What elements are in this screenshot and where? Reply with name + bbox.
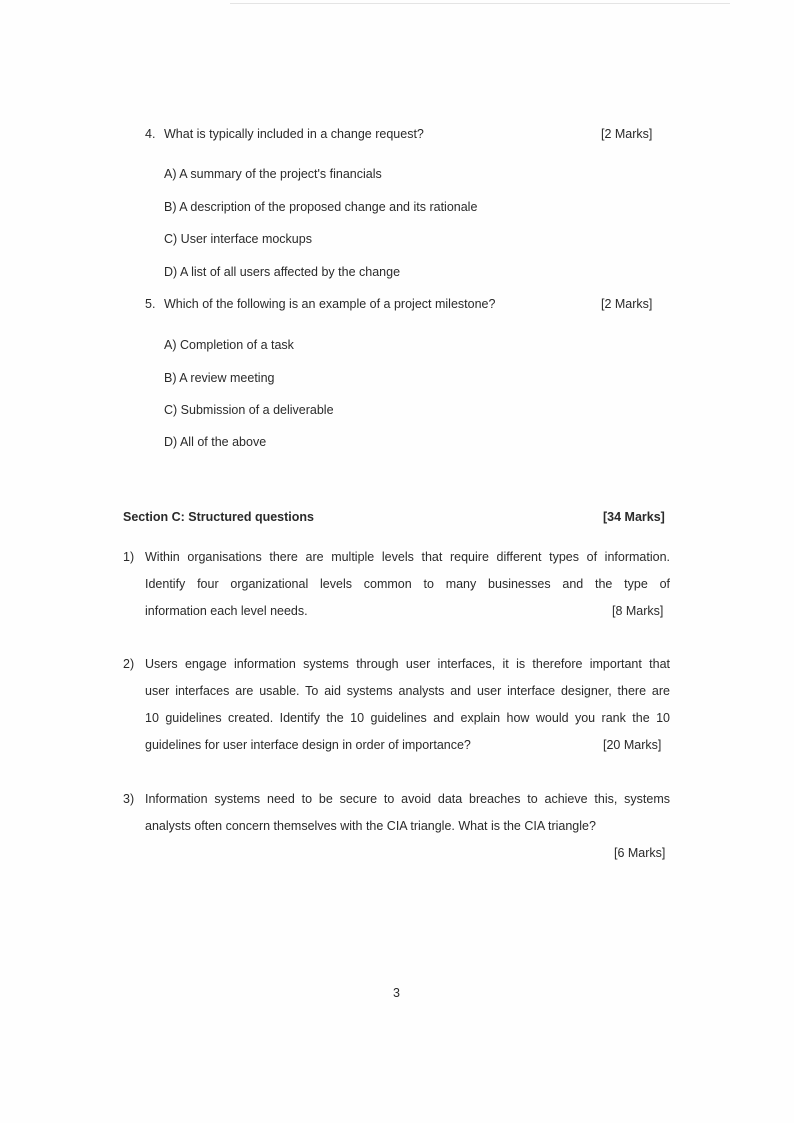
- question-line: Identify four organizational levels common to many businesses and the type of: [145, 577, 670, 591]
- option-b: B) A review meeting: [164, 371, 275, 385]
- question-line: user interfaces are usable. To aid systems analysts and user interface designer, there are: [145, 684, 670, 698]
- section-marks: [34 Marks]: [603, 510, 665, 524]
- scan-edge-line: [230, 3, 730, 4]
- option-a: A) Completion of a task: [164, 338, 294, 352]
- question-text: What is typically included in a change request?: [164, 127, 424, 141]
- question-number: 4.: [145, 127, 156, 141]
- question-line: guidelines for user interface design in order of importance?: [145, 738, 471, 752]
- option-c: C) Submission of a deliverable: [164, 403, 334, 417]
- option-d: D) All of the above: [164, 435, 267, 449]
- question-number: 2): [123, 657, 135, 671]
- section-title: Section C: Structured questions: [123, 510, 314, 524]
- question-number: 3): [123, 792, 135, 806]
- question-marks: [2 Marks]: [601, 297, 653, 311]
- option-a: A) A summary of the project's financials: [164, 167, 382, 181]
- page-number: 3: [393, 986, 400, 1000]
- question-line: Information systems need to be secure to avoid data breaches to achieve this, systems: [145, 792, 670, 806]
- question-line: information each level needs.: [145, 604, 308, 618]
- question-text: Which of the following is an example of a project milestone?: [164, 297, 496, 311]
- question-marks: [6 Marks]: [614, 846, 666, 860]
- option-d: D) A list of all users affected by the change: [164, 265, 401, 279]
- option-b: B) A description of the proposed change and its rationale: [164, 200, 478, 214]
- question-line: 10 guidelines created. Identify the 10 guidelines and explain how would you rank the 10: [145, 711, 670, 725]
- question-number: 1): [123, 550, 135, 564]
- question-line: Within organisations there are multiple levels that require different types of information.: [145, 550, 670, 564]
- question-marks: [2 Marks]: [601, 127, 653, 141]
- question-line: Users engage information systems through user interfaces, it is therefore important that: [145, 657, 670, 671]
- question-number: 5.: [145, 297, 156, 311]
- option-c: C) User interface mockups: [164, 232, 312, 246]
- question-marks: [8 Marks]: [612, 604, 664, 618]
- question-line: analysts often concern themselves with the CIA triangle. What is the CIA triangle?: [145, 819, 596, 833]
- question-marks: [20 Marks]: [603, 738, 662, 752]
